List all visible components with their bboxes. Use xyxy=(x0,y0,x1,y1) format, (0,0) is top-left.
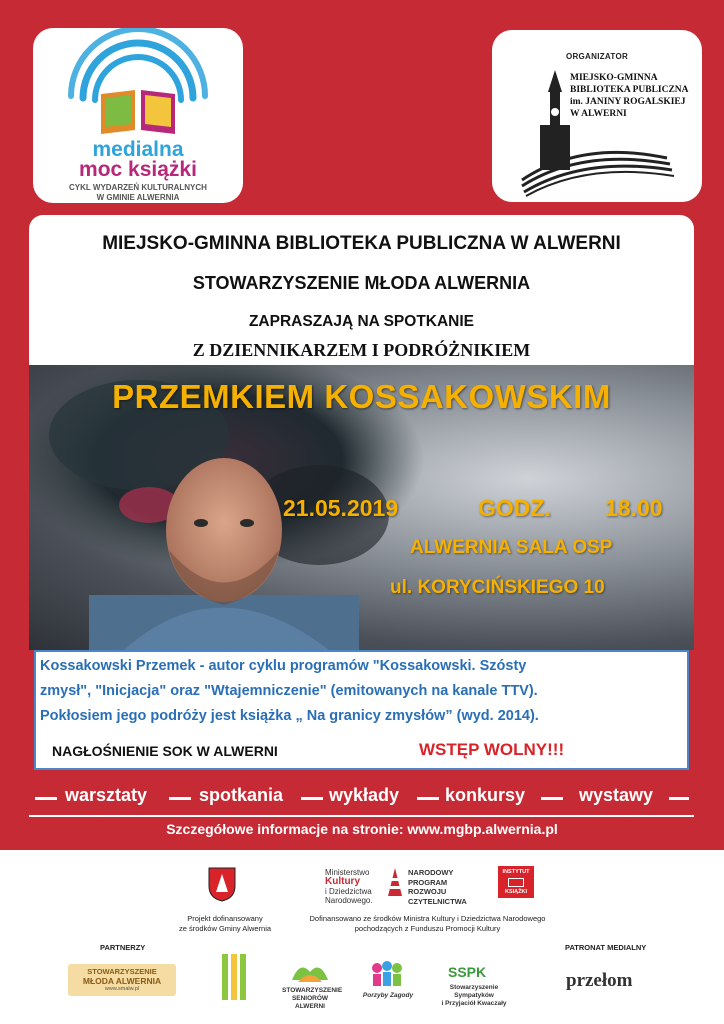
tagline-dash xyxy=(169,797,191,800)
sspk-logo-text xyxy=(436,984,512,1008)
media-patron-label: PATRONAT MEDIALNY xyxy=(565,943,647,952)
invite-line-1: ZAPRASZAJĄ NA SPOTKANIE xyxy=(248,313,475,330)
npr-line-4: CZYTELNICTWA xyxy=(408,896,467,906)
event-time-label: GODZ. xyxy=(478,495,551,521)
seniors-logo-icon xyxy=(290,958,330,986)
institute-line-1: INSTYTUT xyxy=(502,869,530,875)
alwernia-coat-of-arms-icon xyxy=(207,866,237,902)
institute-icon xyxy=(508,878,524,887)
mloda-alwernia-url: www.smalw.pl xyxy=(104,986,140,992)
organizer-name-line-4: W ALWERNI xyxy=(570,109,627,119)
speaker-name: PRZEMKIEM KOSSAKOWSKIM xyxy=(112,378,611,415)
tagline-dash xyxy=(35,797,57,800)
tagline-item: warsztaty xyxy=(65,785,148,805)
seniors-line-2: SENIORÓW ALWERNI xyxy=(291,995,329,1010)
wifi-book-icon xyxy=(33,28,243,143)
przelom-text: przełom xyxy=(566,970,633,991)
event-address: ul. KORYCIŃSKIEGO 10 xyxy=(390,577,605,598)
tagline-dash xyxy=(669,797,689,800)
event-venue: ALWERNIA SALA OSP xyxy=(410,537,613,558)
ministry-logo-line-2: Kultury xyxy=(325,876,360,887)
brand-subtitle xyxy=(33,183,243,203)
mloda-alwernia-line-1: STOWARZYSZENIE xyxy=(87,967,157,976)
subtitle-line-1: CYKL WYDARZEŃ KULTURALNYCH xyxy=(69,183,207,192)
subtitle-line-2: W GMINIE ALWERNIA xyxy=(96,193,180,202)
local-funding-line-1: Projekt dofinansowany xyxy=(187,914,263,923)
local-funding-note xyxy=(170,914,280,933)
brand-line-2: moc książki xyxy=(79,158,197,181)
description-text xyxy=(40,654,680,729)
divider xyxy=(29,815,694,817)
website-info: Szczegółowe informacje na stronie: www.mgbp.alwernia.pl xyxy=(166,821,558,837)
tagline-dash xyxy=(301,797,323,800)
sspk-logo: SSPK xyxy=(448,964,487,980)
free-entry-notice: WSTĘP WOLNY!!! xyxy=(419,740,565,759)
organizer-line-1: MIEJSKO-GMINNA BIBLIOTEKA PUBLICZNA W ALWERNI xyxy=(102,233,621,254)
description-line-3: Pokłosiem jego podróży jest książka „ Na granicy zmysłów” (wyd. 2014). xyxy=(40,708,539,724)
seniors-line-1: STOWARZYSZENIE xyxy=(282,987,343,994)
event-date: 21.05.2019 xyxy=(283,495,399,521)
local-funding-line-2: ze środków Gminy Alwernia xyxy=(178,923,272,933)
mloda-alwernia-line-2: MŁODA ALWERNIA xyxy=(82,976,162,986)
porzyby-logo-icon xyxy=(367,958,407,990)
institute-line-2: KSIĄŻKI xyxy=(505,889,527,895)
mloda-alwernia-logo xyxy=(68,964,176,996)
tagline xyxy=(29,782,694,810)
book-institute-logo xyxy=(498,866,534,898)
ministry-logo-line-4: Narodowego. xyxy=(325,896,373,905)
ministry-logo-line-1: Ministerstwo xyxy=(325,868,370,877)
przelom-logo xyxy=(566,970,632,992)
sok-logo xyxy=(220,952,248,1002)
organizer-name-line-1: MIEJSKO-GMINNA xyxy=(570,73,658,83)
description-line-1: Kossakowski Przemek - autor cyklu programów "Kossakowski. Szósty xyxy=(40,658,527,674)
organizer-name-line-2: BIBLIOTEKA PUBLICZNA xyxy=(570,85,689,95)
npr-line-2: PROGRAM xyxy=(408,877,448,887)
tagline-item: wystawy xyxy=(579,785,654,805)
organizer-label: ORGANIZATOR xyxy=(565,52,629,61)
ministry-logo-line-3: i Dziedzictwa xyxy=(325,887,372,896)
medialna-moc-ksiazki-logo xyxy=(33,28,243,203)
tagline-dash xyxy=(417,797,439,800)
tagline-dash xyxy=(541,797,563,800)
ministry-logo xyxy=(325,868,373,905)
invite-line-2: Z DZIENNIKARZEM I PODRÓŻNIKIEM xyxy=(192,340,531,360)
lighthouse-icon xyxy=(384,866,406,898)
ministry-funding-note xyxy=(290,914,565,933)
npr-line-3: ROZWOJU xyxy=(408,887,447,896)
npr-line-1: NARODOWY xyxy=(408,868,454,877)
organizer-logo xyxy=(492,30,702,202)
tagline-item: spotkania xyxy=(199,785,284,805)
description-line-2: zmysł", "Inicjacja" oraz "Wtajemniczenie" (emitowanych na kanale TTV). xyxy=(40,683,538,699)
sspk-line-2: i Przyjaciół Kwaczały xyxy=(441,1000,507,1007)
brand-line-1: medialna xyxy=(92,138,184,161)
partners-label: PARTNERZY xyxy=(100,943,146,952)
ministry-funding-line-2: pochodzących z Funduszu Promocji Kultury xyxy=(354,923,501,933)
tagline-item: wykłady xyxy=(329,785,400,805)
organizer-name-line-3: im. JANINY ROGALSKIEJ xyxy=(570,97,686,107)
organizer-line-2: STOWARZYSZENIE MŁODA ALWERNIA xyxy=(192,273,531,293)
porzyby-logo-text: Porzyby Zagody xyxy=(362,992,414,999)
ministry-funding-line-1: Dofinansowano ze środków Ministra Kultury i Dziedzictwa Narodowego xyxy=(309,914,546,923)
sspk-line-1: Stowarzyszenie Sympatyków xyxy=(449,984,499,999)
tagline-item: konkursy xyxy=(445,785,526,805)
organizer-name xyxy=(570,72,700,120)
event-time: 18.00 xyxy=(605,495,663,521)
seniors-logo-text xyxy=(282,987,343,1011)
sound-credit: NAGŁOŚNIENIE SOK W ALWERNI xyxy=(52,743,278,759)
brand-name xyxy=(33,140,243,180)
reading-program-logo xyxy=(408,868,467,906)
